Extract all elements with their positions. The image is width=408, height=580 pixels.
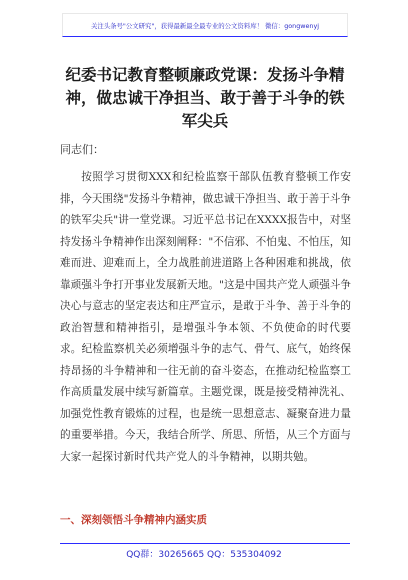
section-heading: 一、深刻领悟斗争精神内涵实质 — [60, 514, 207, 526]
document-title: 纪委书记教育整顿廉政党课：发扬斗争精神，做忠诚干净担当、敢于善于斗争的铁军尖兵 — [65, 66, 345, 130]
footer-divider — [60, 543, 350, 544]
footer-contact: QQ群：30265665 QQ：535304092 — [126, 550, 282, 560]
header-banner — [62, 13, 348, 37]
header-banner-text: 关注头条号"公文研究"，获得最新最全最专业的公文资料库！ 微信：gongwenyj — [90, 21, 320, 30]
body-paragraph: 按照学习贯彻XXX和纪检监察干部队伍教育整顿工作安排，今天围绕"发扬斗争精神，做忠诚干净担当、敢于善于斗争的铁军尖兵"讲一堂党课。习近平总书记在XXXX报告中，对坚持发扬斗争精神作出深刻阐释："不信邪、不怕鬼、不怕压，知难而进、迎难而上，全力战胜前进道路上各种困难和挑战，依靠顽强斗争打开事业发展新天地。"这是中国共产党人顽强斗争决心与意志的坚定表达和庄严宣示，是敢于斗争、善于斗争的政治智慧和精神指引，是增强斗争本领、不负使命的时代要求。纪检监察机关必须增强斗争的志气、骨气、底气，始终保持昂扬的斗争精神和一往无前的奋斗姿态，在推动纪检监察工作高质量发展中续写新篇章。主题党课，既是接受精神洗礼、加强党性教育锻炼的过程，也是统一思想意志、凝聚奋进力量的重要举措。今天，我结合所学、所思、所悟，从三个方面与大家一起探讨新时代共产党人的斗争精神，以期共勉。 — [60, 171, 351, 463]
greeting: 同志们： — [60, 143, 104, 156]
